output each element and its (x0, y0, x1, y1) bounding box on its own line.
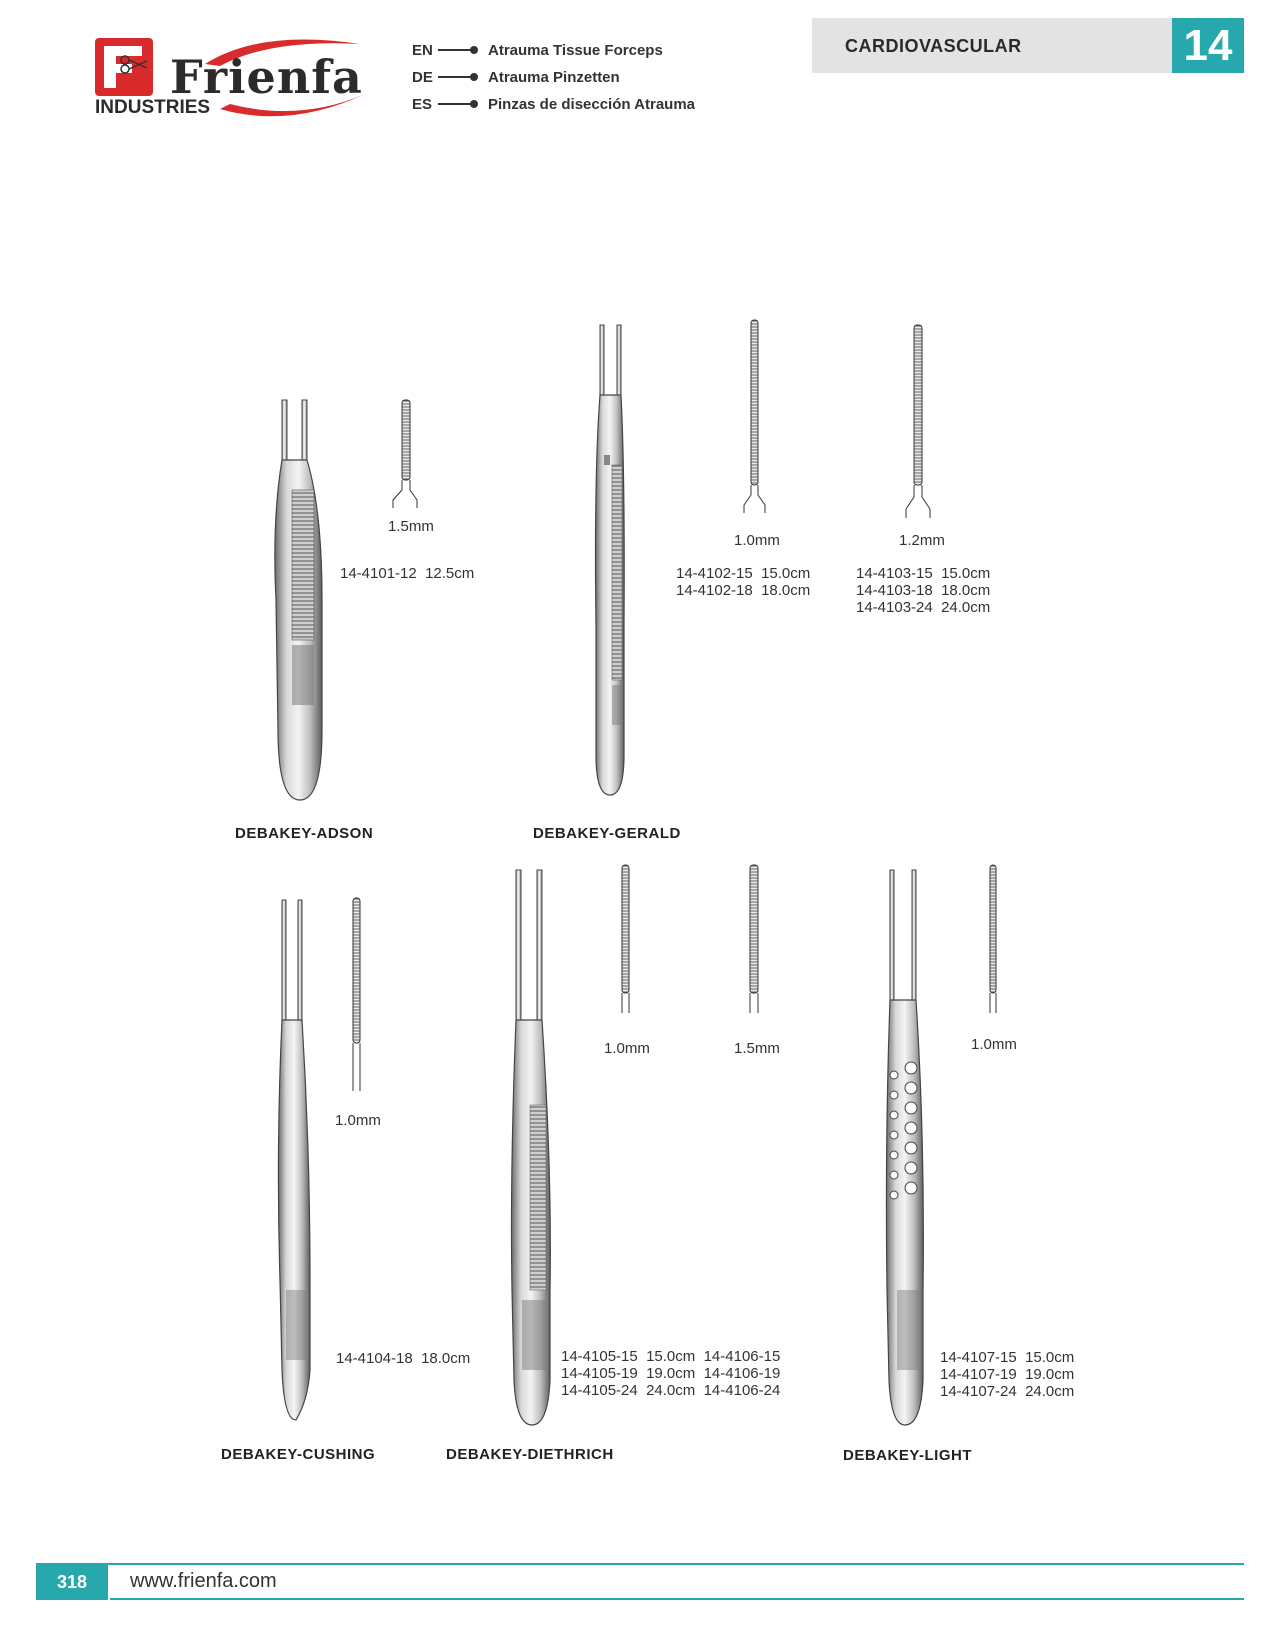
connector-line (438, 76, 474, 78)
diethrich-tip-size-b: 1.5mm (734, 1040, 780, 1057)
debakey-light-forceps-image (883, 870, 933, 1425)
connector-line (438, 103, 474, 105)
gerald-specs-b: 14-4103-15 15.0cm 14-4103-18 18.0cm 14-4103-24 24.0cm (856, 565, 991, 616)
language-code: ES (412, 95, 433, 113)
gerald-tip-size-a: 1.0mm (734, 532, 780, 549)
page-number: 318 (36, 1565, 108, 1600)
brand-name: Frienfa (170, 50, 363, 104)
language-code: DE (412, 68, 433, 86)
cushing-specs: 14-4104-18 18.0cm (336, 1350, 471, 1367)
language-title: Pinzas de disección Atrauma (488, 95, 696, 113)
language-row-de (412, 67, 620, 87)
product-name-adson: DEBAKEY-ADSON (235, 825, 374, 842)
product-name-gerald: DEBAKEY-GERALD (533, 825, 681, 842)
debakey-cushing-forceps-image (278, 900, 318, 1420)
connector-line (438, 49, 474, 51)
cushing-tip-size: 1.0mm (335, 1112, 381, 1129)
language-row-es (412, 94, 695, 114)
language-title: Atrauma Pinzetten (488, 68, 620, 86)
adson-specs: 14-4101-12 12.5cm (340, 565, 475, 582)
product-name-cushing: DEBAKEY-CUSHING (221, 1446, 376, 1463)
footer-rule-top (36, 1563, 1244, 1565)
adson-tip-detail-image (385, 400, 425, 510)
product-name-light: DEBAKEY-LIGHT (843, 1447, 973, 1464)
diethrich-specs: 14-4105-15 15.0cm 14-4106-15 14-4105-19 19.0cm 14-4106-19 14-4105-24 24.0cm 14-4106-24 (561, 1348, 781, 1399)
language-title: Atrauma Tissue Forceps (488, 41, 663, 59)
gerald-tip-detail-image-b (898, 325, 938, 520)
chapter-number: 14 (1172, 18, 1244, 73)
light-tip-detail-image (980, 865, 1010, 1015)
footer-rule-bottom (110, 1598, 1244, 1600)
debakey-adson-forceps-image (270, 400, 330, 800)
diethrich-tip-detail-image-a (612, 865, 642, 1015)
adson-tip-size: 1.5mm (388, 518, 434, 535)
light-specs: 14-4107-15 15.0cm 14-4107-19 19.0cm 14-4107-24 24.0cm (940, 1349, 1075, 1400)
diethrich-tip-size-a: 1.0mm (604, 1040, 650, 1057)
light-tip-size: 1.0mm (971, 1036, 1017, 1053)
language-code: EN (412, 41, 433, 59)
gerald-specs-a: 14-4102-15 15.0cm 14-4102-18 18.0cm (676, 565, 811, 599)
gerald-tip-detail-image-a (735, 320, 775, 515)
language-row-en (412, 40, 663, 60)
website-link[interactable]: www.frienfa.com (130, 1570, 277, 1592)
brand-logo-icon (95, 38, 153, 96)
category-label: CARDIOVASCULAR (845, 36, 1022, 56)
cushing-tip-detail-image (343, 898, 373, 1093)
debakey-diethrich-forceps-image (508, 870, 558, 1425)
brand-subtitle: INDUSTRIES (95, 97, 211, 118)
product-name-diethrich: DEBAKEY-DIETHRICH (446, 1446, 614, 1463)
diethrich-tip-detail-image-b (740, 865, 770, 1015)
debakey-gerald-forceps-image (590, 325, 630, 795)
gerald-tip-size-b: 1.2mm (899, 532, 945, 549)
